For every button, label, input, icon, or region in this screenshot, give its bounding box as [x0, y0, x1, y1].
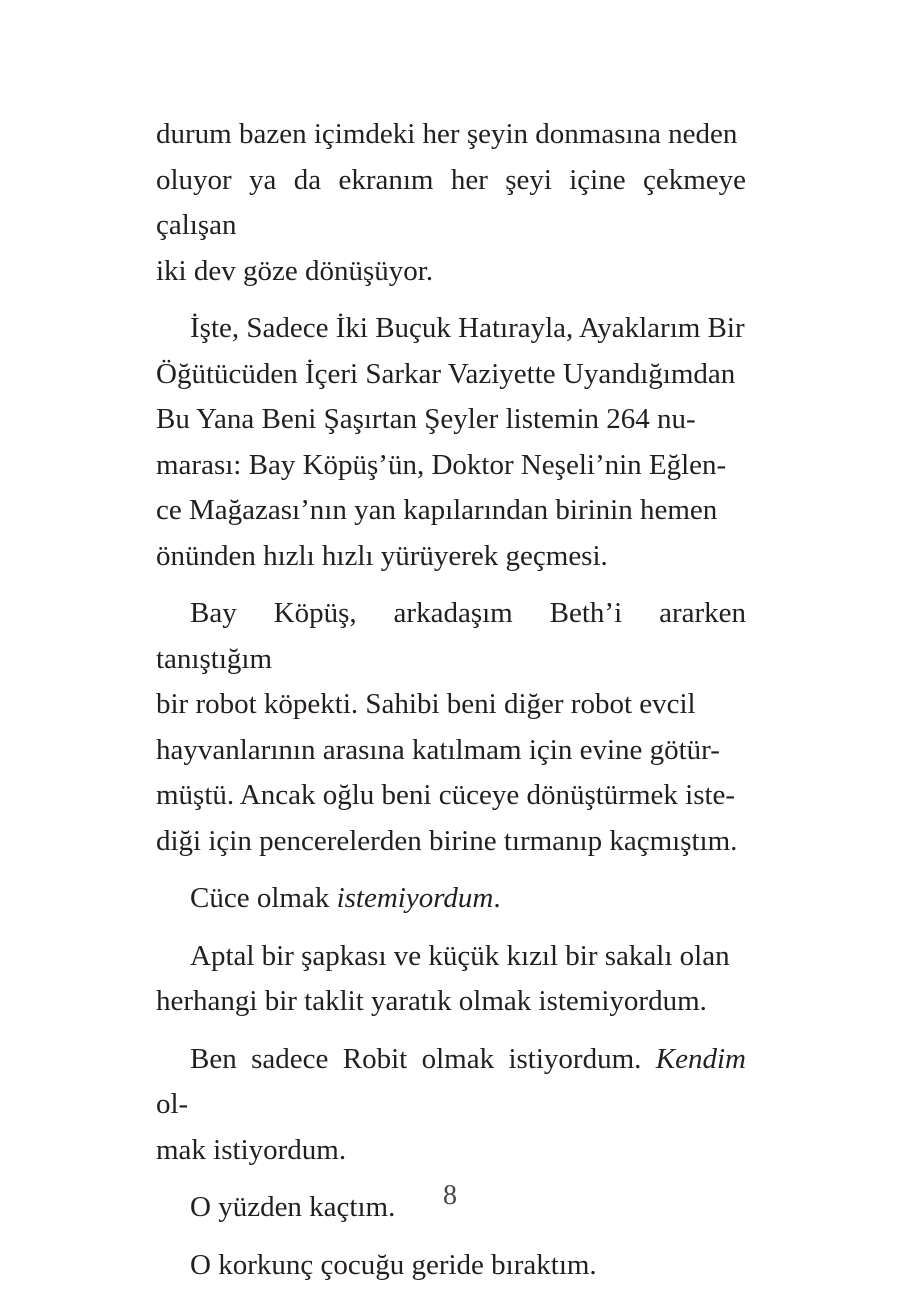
paragraph: [156, 1037, 746, 1174]
text-segment: Ben sadece Robit olmak istiyordum.: [190, 1042, 656, 1075]
text-line: diği için pencerelerden birine tırmanıp kaçmıştım.: [156, 824, 738, 857]
paragraph: [156, 934, 746, 1025]
text-line: mak istiyordum.: [156, 1133, 347, 1166]
italic-text-segment: istemiyordum: [336, 882, 494, 914]
text-line: ce Mağazası’nın yan kapılarından birinin hemen: [156, 494, 718, 526]
text-line: [156, 1037, 746, 1128]
text-line: önünden hızlı hızlı yürüyerek geçmesi.: [156, 539, 608, 572]
text-line: Aptal bir şapkası ve küçük kızıl bir sakalı olan: [190, 939, 730, 972]
text-line: durum bazen içimdeki her şeyin donmasına neden: [156, 118, 738, 150]
text-line: Bay Köpüş, arkadaşım Beth’i ararken tanıştığım: [156, 597, 746, 675]
text-line: marası: Bay Köpüş’ün, Doktor Neşeli’nin Eğlen-: [156, 448, 727, 481]
text-line: Bu Yana Beni Şaşırtan Şeyler listemin 264 nu-: [156, 403, 696, 435]
paragraph: [156, 591, 746, 864]
text-segment: Cüce olmak: [190, 882, 337, 914]
text-line: hayvanlarının arasına katılmam için evine götür-: [156, 733, 720, 766]
text-line: herhangi bir taklit yaratık olmak istemiyordum.: [156, 985, 707, 1017]
text-line: müştü. Ancak oğlu beni cüceye dönüştürmek iste-: [156, 779, 736, 811]
text-line: İşte, Sadece İki Buçuk Hatırayla, Ayaklarım Bir: [190, 312, 745, 344]
text-segment: .: [493, 882, 501, 914]
text-segment: ol-: [156, 1088, 189, 1120]
text-line: Öğütücüden İçeri Sarkar Vaziyette Uyandığımdan: [156, 357, 736, 390]
paragraph: O yüzden kaçtım.: [190, 1191, 396, 1223]
paragraph: O korkunç çocuğu geride bıraktım.: [190, 1248, 597, 1281]
paragraph: [156, 306, 746, 579]
page-number: 8: [443, 1180, 457, 1211]
italic-text-segment: Kendim: [655, 1042, 746, 1075]
paragraph: [156, 876, 746, 922]
page-body: [156, 112, 746, 1288]
text-line: iki dev göze dönüşüyor.: [156, 254, 434, 287]
text-line: bir robot köpekti. Sahibi beni diğer robot evcil: [156, 688, 696, 720]
text-line: oluyor ya da ekranım her şeyi içine çekmeye çalışan: [156, 163, 746, 241]
paragraph: [156, 112, 746, 294]
